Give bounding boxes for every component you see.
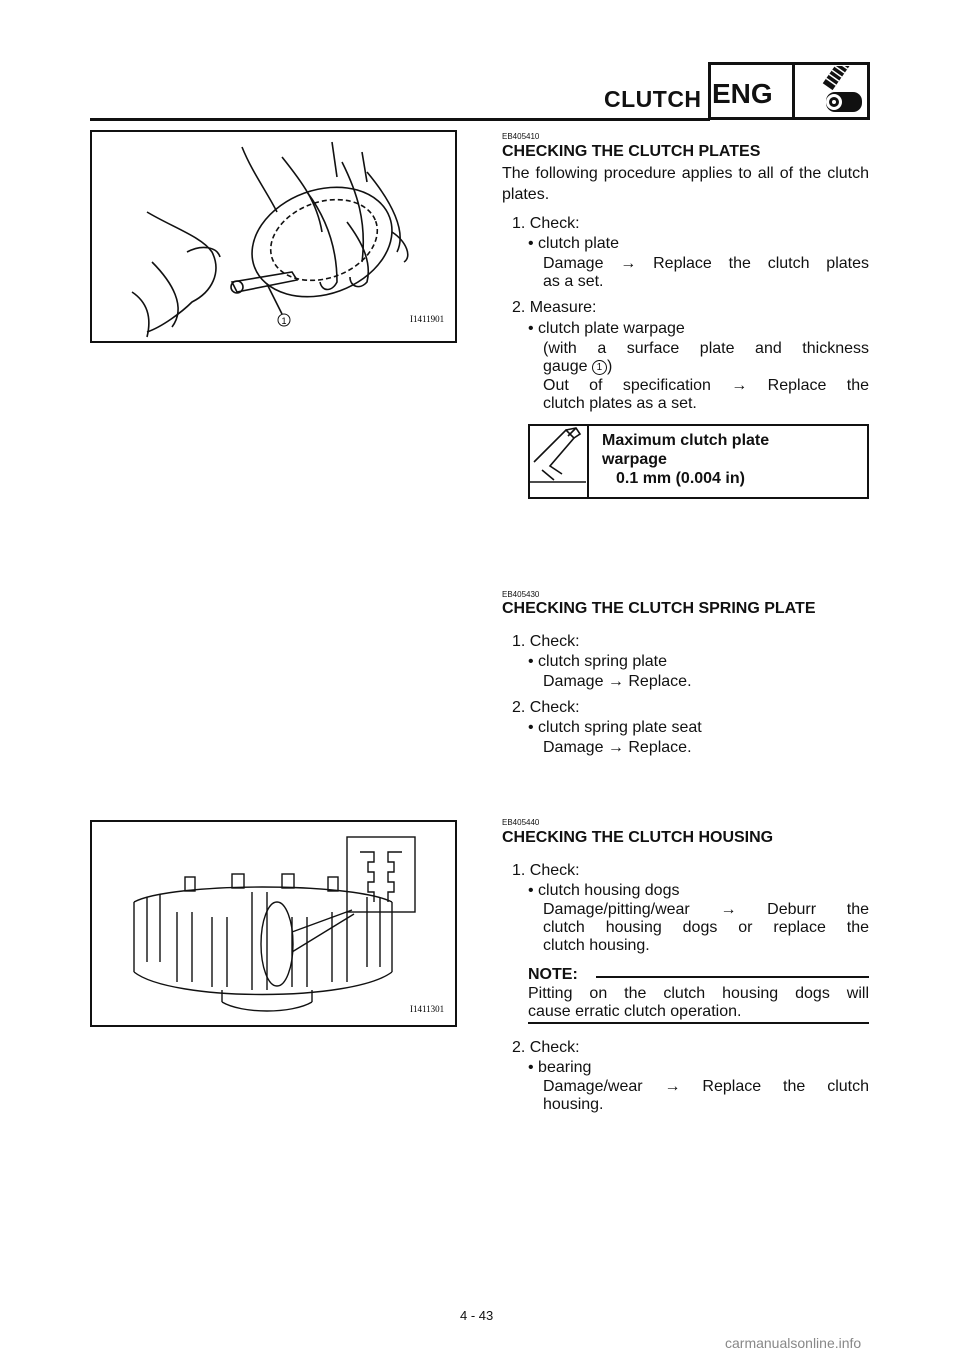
page-number: 4 - 43: [460, 1308, 494, 1323]
note-top-rule: [596, 976, 869, 978]
step-label: 2. Check:: [512, 1039, 580, 1056]
step-detail: Damage/pitting/wear → Deburr the: [543, 901, 869, 918]
step-item: • clutch spring plate seat: [528, 719, 702, 736]
spec-label: warpage: [602, 451, 667, 468]
step-detail: Damage → Replace.: [543, 739, 692, 756]
section-code: EB405440: [502, 818, 540, 827]
section-title: CLUTCH: [604, 86, 702, 112]
step-item: • clutch plate warpage: [528, 320, 685, 337]
step-item: • bearing: [528, 1059, 592, 1076]
step-label: 2. Measure:: [512, 299, 597, 316]
callout-marker: 1: [592, 360, 607, 375]
step-item: • clutch spring plate: [528, 653, 668, 670]
step-item: • clutch housing dogs: [528, 882, 680, 899]
step-detail: Damage → Replace the clutch plates: [543, 255, 869, 272]
step-detail: Damage/wear → Replace the clutch: [543, 1078, 869, 1095]
step-detail: clutch housing dogs or replace the: [543, 919, 869, 936]
watermark[interactable]: carmanualsonline.info: [725, 1335, 862, 1351]
step-detail: clutch plates as a set.: [543, 395, 697, 412]
figure2-code: I1411301: [410, 1004, 445, 1014]
step-label: 2. Check:: [512, 699, 580, 716]
spec-value: 0.1 mm (0.004 in): [616, 470, 745, 487]
caliper-icon: [530, 426, 586, 484]
step-label: 1. Check:: [512, 215, 580, 232]
step-detail: Damage → Replace.: [543, 673, 692, 690]
figure1-code: I1411901: [410, 314, 445, 324]
step-detail: housing.: [543, 1096, 604, 1113]
section-code: EB405430: [502, 590, 540, 599]
section-heading: CHECKING THE CLUTCH HOUSING: [502, 829, 774, 846]
note-text: cause erratic clutch operation.: [528, 1003, 742, 1020]
figure-clutch-housing: [90, 820, 457, 1027]
step-detail: (with a surface plate and thickness: [543, 340, 869, 357]
figure-clutch-plate-check: [90, 130, 457, 343]
step-detail: as a set.: [543, 273, 604, 290]
step-detail: clutch housing.: [543, 937, 650, 954]
spec-label: Maximum clutch plate: [602, 432, 770, 449]
figure1-callout: 1: [281, 316, 287, 326]
note-bottom-rule: [528, 1022, 869, 1024]
intro-paragraph: The following procedure applies to all of the clutch plates.: [502, 165, 869, 203]
gauge-close: ): [606, 358, 613, 375]
step-label: 1. Check:: [512, 633, 580, 650]
engine-icon: [798, 66, 866, 116]
clutch-housing-illustration: [92, 822, 455, 1025]
gauge-text: gauge: [543, 358, 588, 375]
header-rule: [90, 118, 710, 121]
clutch-plate-illustration: [92, 132, 455, 341]
note-text: Pitting on the clutch housing dogs will: [528, 985, 869, 1002]
section-code: EB405410: [502, 132, 540, 141]
step-detail: Out of specification → Replace the: [543, 377, 869, 394]
section-heading: CHECKING THE CLUTCH SPRING PLATE: [502, 600, 816, 617]
note-label: NOTE:: [528, 966, 578, 983]
spec-box-divider: [587, 424, 589, 499]
section-heading: CHECKING THE CLUTCH PLATES: [502, 143, 761, 160]
step-label: 1. Check:: [512, 862, 580, 879]
step-item: • clutch plate: [528, 235, 619, 252]
eng-badge-label: ENG: [712, 78, 773, 109]
badge-divider: [792, 62, 795, 120]
step-detail-gauge: [543, 357, 612, 376]
